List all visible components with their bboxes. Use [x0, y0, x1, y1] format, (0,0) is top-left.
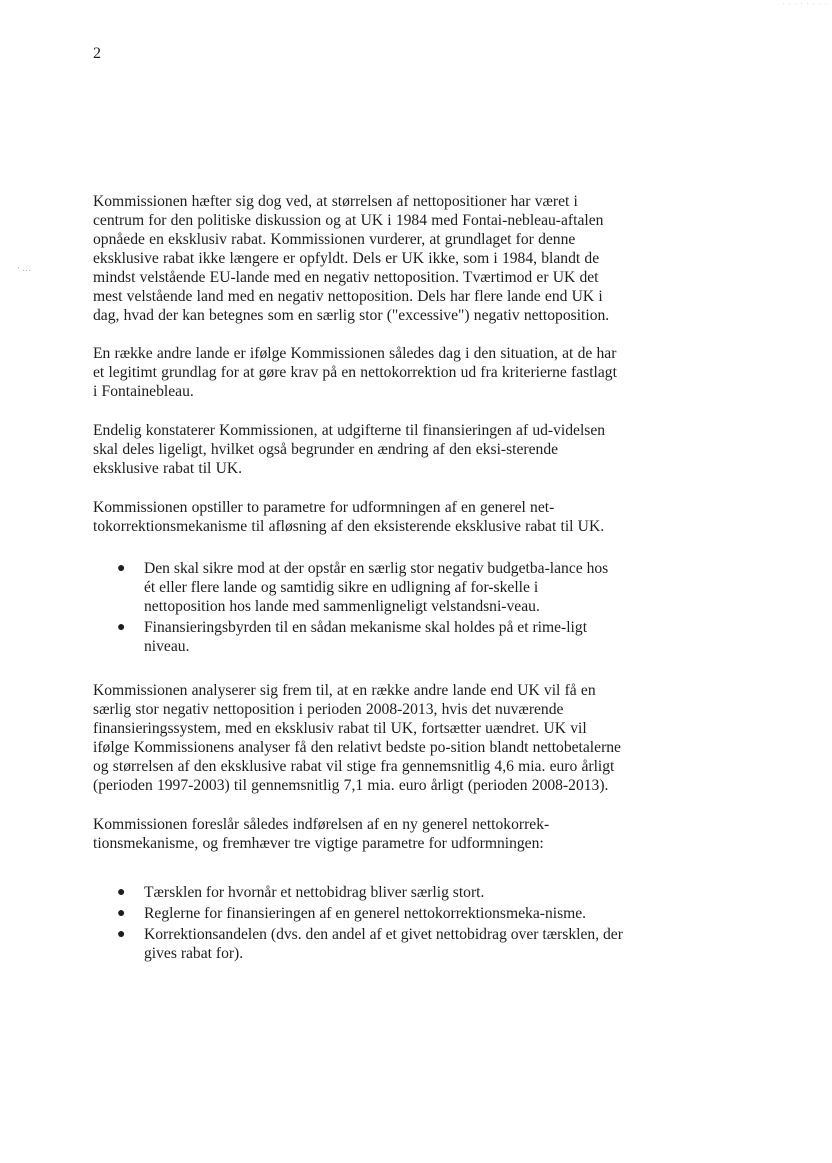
bullet-icon: ● — [117, 561, 126, 576]
paragraph-analysis: Kommissionen analyserer sig frem til, at en række andre lande end UK vil få en særlig stor negativ nettoposition i perioden 2008-2013, hvis det nuværende finansieringssystem, med en eksklusiv rabat til UK, fortsætter uændret. UK vil ifølge Kommissionens analyser få den relativt bedste po-sition blandt nettobetalerne og størrelsen af den eksklusive rabat vil stige fra gennemsnitlig 4,6 mia. euro årligt (perioden 1997-2003) til gennemsnitlig 7,1 mia. euro årligt (perioden 2008-2013). — [93, 682, 621, 794]
list-item-text: Finansieringsbyrden til en sådan mekanisme skal holdes på et rime-ligt niveau. — [144, 619, 588, 655]
paragraph-enlargement-costs: Endelig konstaterer Kommissionen, at udgifterne til finansieringen af ud-videlsen skal deles ligeligt, hvilket også begrunder en ændring af den eksi-sterende eksklusive rabat til UK. — [93, 422, 606, 477]
list-item — [93, 618, 623, 656]
bullet-icon: ● — [117, 927, 126, 942]
list-item-text: Den skal sikre mod at der opstår en særlig stor negativ budgetba-lance hos ét eller flere lande og samtidig sikre en udligning af for-skelle i nettoposition hos lande med sammenligneligt velstandsni-veau. — [144, 560, 609, 615]
paragraph-proposal: Kommissionen foreslår således indførelsen af en ny generel nettokorrek-tionsmekanisme, og fremhæver tre vigtige parametre for udformningen: — [93, 816, 550, 852]
bullet-icon: ● — [117, 906, 126, 921]
list-item-text: Tærsklen for hvornår et nettobidrag bliver særlig stort. — [144, 884, 485, 901]
list-item-text: Korrektionsandelen (dvs. den andel af et givet nettobidrag over tærsklen, der gives rabat for). — [144, 926, 623, 962]
bullet-icon: ● — [117, 885, 126, 900]
corner-scan-artifact: · · · · · · · · — [782, 0, 828, 8]
paragraph-other-countries: En række andre lande er ifølge Kommissionen således dag i den situation, at de har et legitimt grundlag for at gøre krav på en nettokorrektion ud fra kriterierne fastlagt i Fontainebleau. — [93, 345, 617, 400]
document-body — [93, 192, 623, 965]
paragraph-two-parameters: Kommissionen opstiller to parametre for udformningen af en generel net-tokorrektionsmekanisme til afløsning af den eksisterende eksklusive rabat til UK. — [93, 499, 605, 535]
design-parameters-list — [93, 883, 623, 963]
list-item — [93, 904, 623, 923]
list-item — [93, 883, 623, 902]
scan-artifact-mark: · … — [17, 263, 32, 273]
parameters-list — [93, 559, 623, 656]
list-item — [93, 559, 623, 616]
paragraph-net-positions: Kommissionen hæfter sig dog ved, at størrelsen af nettopositioner har været i centrum for den politiske diskussion og at UK i 1984 med Fontai-nebleau-aftalen opnåede en eksklusiv rabat. Kommissionen vurderer, at grundlaget for denne eksklusive rabat ikke længere er opfyldt. Dels er UK ikke, som i 1984, blandt de mindst velstående EU-lande med en negativ nettoposition. Tværtimod er UK det mest velstående land med en negativ nettoposition. Dels har flere lande end UK i dag, hvad der kan betegnes som en særlig stor ("excessive") negativ nettoposition. — [93, 193, 610, 324]
list-item — [93, 925, 623, 963]
page-number: 2 — [93, 45, 101, 62]
bullet-icon: ● — [117, 620, 126, 635]
list-item-text: Reglerne for finansieringen af en generel nettokorrektionsmeka-nisme. — [144, 905, 587, 922]
